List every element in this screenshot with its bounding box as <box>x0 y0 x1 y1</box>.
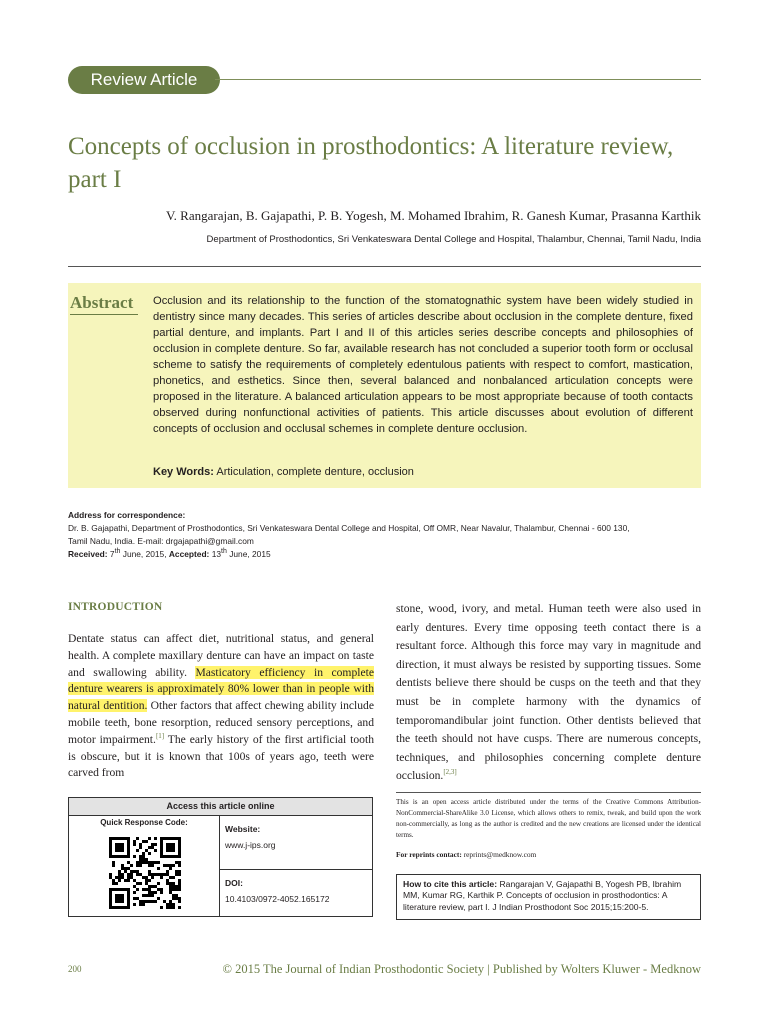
author-list: V. Rangarajan, B. Gajapathi, P. B. Yogesh, M. Mohamed Ibrahim, R. Ganesh Kumar, Prasanna Karthik <box>165 208 701 223</box>
footer-copyright: © 2015 The Journal of Indian Prosthodontic Society | Published by Wolters Kluwer - Medknow <box>222 962 701 976</box>
abstract-text: Occlusion and its relationship to the function of the stomatognathic system have been widely studied in dentistry since many decades. This series of articles describe about occlusion in the complete denture, fixed partial denture, and implants. Part I and II of this articles series describe concepts and philosophies of occlusion in complete denture. So far, available research has not concluded a superior tooth form or occlusal scheme to satisfy the requirements of completely edentulous patients with respect to comfort, mastication, phonetics, and esthetics. Since then, several balanced and nonbalanced articulation concepts were proposed in the literature. A balanced articulation appears to be most appropriate because of tooth contacts observed during nonfunctional activities of patients. This article discusses about evolution of different concepts of occlusion and occlusal schemes in complete denture occlusion. <box>153 295 693 435</box>
received-label: Received: <box>68 549 108 559</box>
accepted-day: 13 <box>211 549 222 559</box>
received-day: 7 <box>109 549 115 559</box>
access-article-box <box>68 797 373 917</box>
website-label: Website: <box>225 824 261 834</box>
abstract-heading: Abstract <box>70 293 138 315</box>
qr-label: Quick Response Code: <box>100 818 188 827</box>
qr-code-icon[interactable] <box>109 837 181 909</box>
citation-box <box>396 874 701 920</box>
qr-cell <box>69 815 220 916</box>
keywords-label: Key Words: <box>153 466 214 478</box>
keywords <box>153 465 693 479</box>
reprints-email[interactable]: reprints@medknow.com <box>463 850 537 859</box>
access-box-heading: Access this article online <box>69 798 372 816</box>
correspondence-address: Dr. B. Gajapathi, Department of Prosthodontics, Sri Venkateswara Dental College and Hospital, Off OMR, Near Navalur, Thalambur, Chennai - 600 130, <box>68 523 630 533</box>
intro-text-continued: stone, wood, ivory, and metal. Human teeth were also used in early dentures. Every time opposing teeth contact there is a resultant force. Although this force may vary in magnitude and direction, it must always be resisted by supporting tissues. Some dentists believe there should be cusps on the teeth and that they must be in complete harmony with the dynamics of temporomandibular joint function. Other dentists believed that the teeth should not have cusps. There are numerous concepts, techniques, and philosophies concerning complete denture occlusion. <box>396 602 701 783</box>
divider <box>396 792 701 793</box>
doi-link[interactable]: 10.4103/0972-4052.165172 <box>225 894 330 904</box>
reprints-label: For reprints contact: <box>396 850 462 859</box>
section-heading-introduction: INTRODUCTION <box>68 601 163 613</box>
accepted-label: Accepted: <box>168 549 210 559</box>
doi-label: DOI: <box>225 878 243 888</box>
keywords-value: Articulation, complete denture, occlusion <box>216 466 414 478</box>
received-accepted-dates <box>68 548 701 561</box>
intro-text-3: The early history of the first artificial tooth is obscure, but it is known that 100s of years ago, teeth were carved from <box>68 732 374 780</box>
correspondence-contact: Tamil Nadu, India. E-mail: drgajapathi@gmail.com <box>68 536 254 546</box>
citation-ref[interactable]: [1] <box>155 731 165 740</box>
correspondence-block <box>68 509 701 561</box>
license-note: This is an open access article distributed under the terms of the Creative Commons Attribution-NonCommercial-ShareAlike 3.0 License, which allows others to remix, tweak, and build upon the work non-commercially, as long as the author is credited and the new creations are licensed under the identical terms. <box>396 798 701 839</box>
intro-text-2: Other factors that affect chewing ability include mobile teeth, bone resorption, reduced sensory perceptions, and motor impairment. <box>68 699 374 746</box>
intro-text-1: Dentate status can affect diet, nutritional status, and general health. A complete maxillary denture can have an impact on taste and swallowing ability. <box>68 632 374 679</box>
article-title: Concepts of occlusion in prosthodontics: A literature review, part I <box>68 133 674 193</box>
doi-cell <box>219 869 372 916</box>
cite-text: Rangarajan V, Gajapathi B, Yogesh PB, Ibrahim MM, Kumar RG, Karthik P. Concepts of occlusion in prosthodontics: A literature review, part I. J Indian Prosthodont Soc 2015;15:200-5. <box>403 879 682 912</box>
header-rule <box>215 79 701 80</box>
website-cell <box>219 815 372 870</box>
accepted-rest: June, 2015 <box>229 549 271 559</box>
abstract-box <box>68 283 701 488</box>
body-column-right <box>396 600 701 786</box>
accepted-suffix: th <box>221 548 227 556</box>
reprints-contact <box>396 849 536 860</box>
website-link[interactable]: www.j-ips.org <box>225 840 276 850</box>
correspondence-label: Address for correspondence: <box>68 510 186 520</box>
citation-ref[interactable]: [2,3] <box>443 768 457 777</box>
received-suffix: th <box>114 548 121 556</box>
article-type-badge: Review Article <box>68 66 220 94</box>
highlighted-sentence: Masticatory efficiency in complete denture wearers is approximately 80% lower than in people with natural dentition. <box>68 665 374 713</box>
body-column-left <box>68 631 374 782</box>
received-rest: June, 2015, <box>122 549 167 559</box>
divider <box>68 266 701 267</box>
affiliation: Department of Prosthodontics, Sri Venkateswara Dental College and Hospital, Thalambur, Chennai, Tamil Nadu, India <box>206 234 701 245</box>
cite-label: How to cite this article: <box>403 879 498 889</box>
page-number: 200 <box>68 964 82 974</box>
